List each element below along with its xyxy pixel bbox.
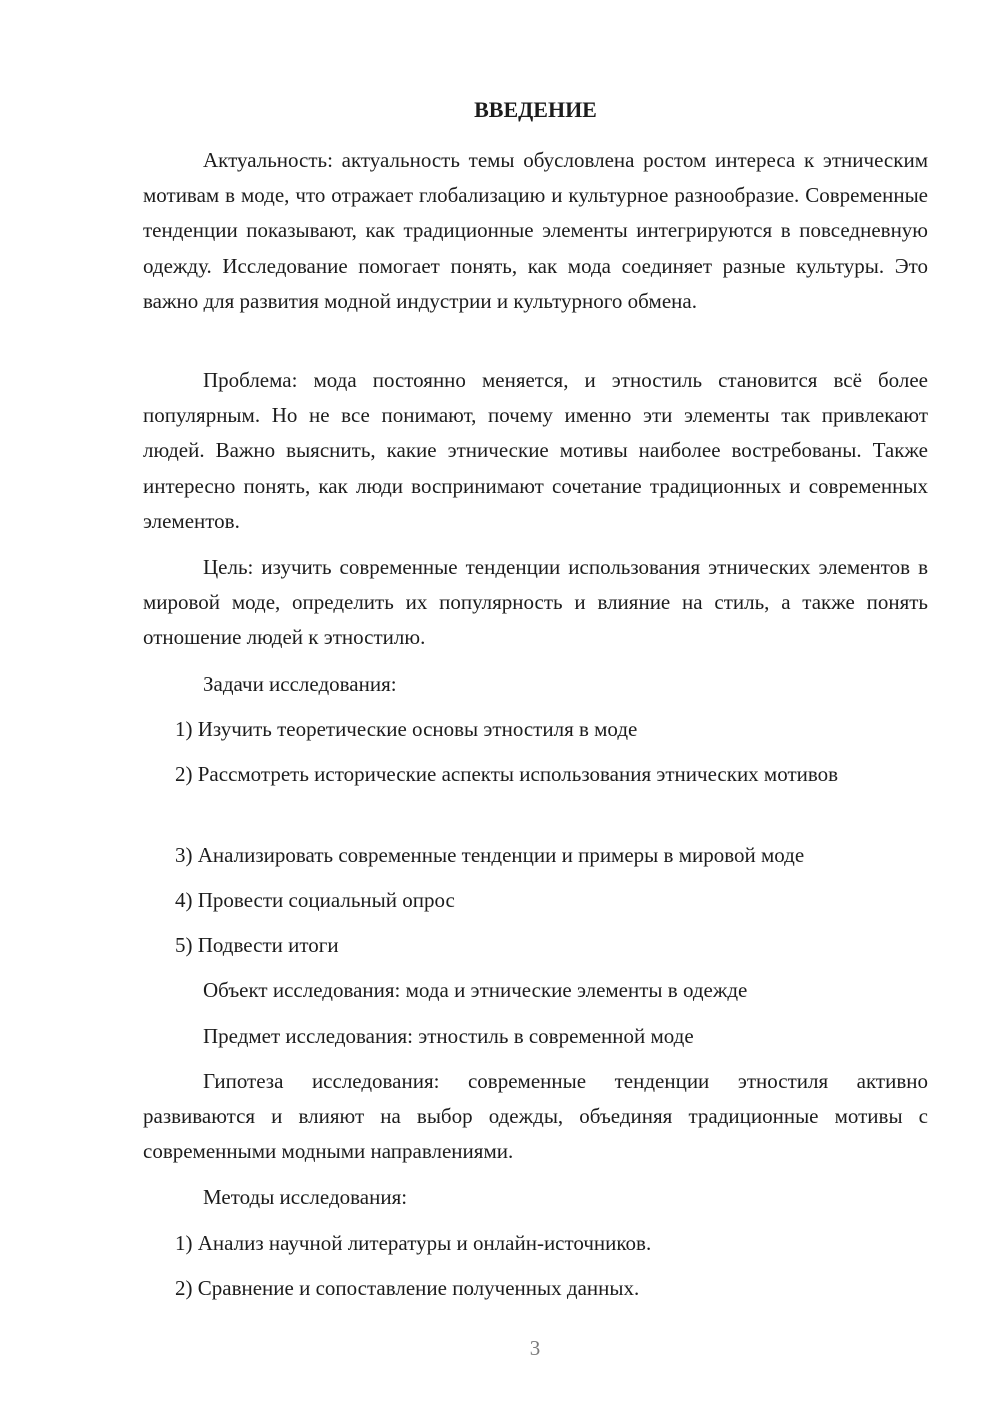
task-item-3: 3) Анализировать современные тенденции и примеры в мировой моде bbox=[175, 843, 805, 867]
task-item-2: 2) Рассмотреть исторические аспекты использования этнических мотивов bbox=[175, 762, 839, 786]
relevance-paragraph: Актуальность: актуальность темы обусловлена ростом интереса к этническим мотивам в моде, что отражает глобализацию и культурное разнообразие. Современные тенденции показывают, как традиционные элементы интегрируются в повседневную одежду. Исследование помогает понять, как мода соединяет разные культуры. Это важно для развития модной индустрии и культурного обмена. bbox=[143, 148, 928, 313]
research-subject: Предмет исследования: этностиль в современной моде bbox=[203, 1024, 694, 1048]
method-item-2: 2) Сравнение и сопоставление полученных данных. bbox=[175, 1276, 640, 1300]
goal-paragraph: Цель: изучить современные тенденции использования этнических элементов в мировой моде, определить их популярность и влияние на стиль, а также понять отношение людей к этностилю. bbox=[143, 555, 928, 650]
task-item-1: 1) Изучить теоретические основы этностиля в моде bbox=[175, 717, 638, 741]
task-item-5: 5) Подвести итоги bbox=[175, 933, 339, 957]
hypothesis-paragraph: Гипотеза исследования: современные тенденции этностиля активно развиваются и влияют на выбор одежды, объединяя традиционные мотивы с современными модными направлениями. bbox=[143, 1069, 928, 1164]
research-object: Объект исследования: мода и этнические элементы в одежде bbox=[203, 978, 748, 1002]
task-item-4: 4) Провести социальный опрос bbox=[175, 888, 455, 912]
methods-heading: Методы исследования: bbox=[203, 1185, 408, 1209]
problem-paragraph: Проблема: мода постоянно меняется, и этностиль становится всё более популярным. Но не все понимают, почему именно эти элементы так привлекают людей. Важно выяснить, какие этнические мотивы наиболее востребованы. Также интересно понять, как люди воспринимают сочетание традиционных и современных элементов. bbox=[143, 368, 928, 533]
page-title: ВВЕДЕНИЕ bbox=[474, 97, 597, 122]
tasks-heading: Задачи исследования: bbox=[203, 672, 397, 696]
method-item-1: 1) Анализ научной литературы и онлайн-источников. bbox=[175, 1231, 652, 1255]
page-number: 3 bbox=[529, 1336, 541, 1360]
